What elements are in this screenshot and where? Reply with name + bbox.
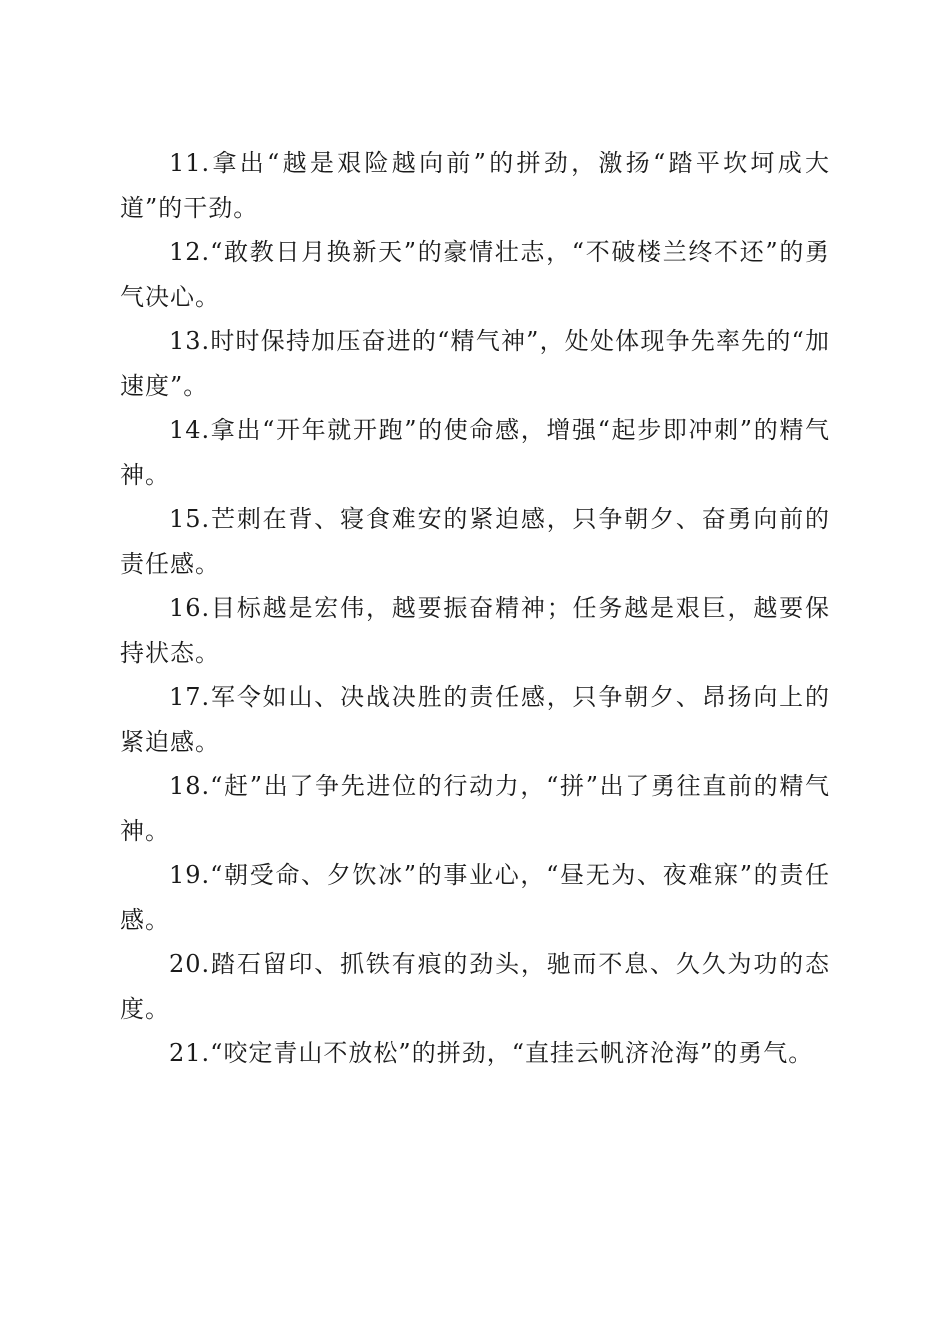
paragraph-20: 20.踏石留印、抓铁有痕的劲头，驰而不息、久久为功的态度。 <box>120 950 830 1023</box>
document-body <box>120 141 830 1076</box>
paragraph-12: 12.“敢教日月换新天”的豪情壮志，“不破楼兰终不还”的勇气决心。 <box>120 238 830 311</box>
paragraph-17: 17.军令如山、决战决胜的责任感，只争朝夕、昂扬向上的紧迫感。 <box>120 683 830 756</box>
paragraph-15: 15.芒刺在背、寝食难安的紧迫感，只争朝夕、奋勇向前的责任感。 <box>120 505 830 578</box>
paragraph-16: 16.目标越是宏伟，越要振奋精神；任务越是艰巨，越要保持状态。 <box>120 594 830 667</box>
paragraph-18: 18.“赶”出了争先进位的行动力，“拼”出了勇往直前的精气神。 <box>120 772 830 845</box>
paragraph-11: 11.拿出“越是艰险越向前”的拼劲，激扬“踏平坎坷成大道”的干劲。 <box>120 149 830 222</box>
paragraph-19: 19.“朝受命、夕饮冰”的事业心，“昼无为、夜难寐”的责任感。 <box>120 861 830 934</box>
paragraph-21: 21.“咬定青山不放松”的拼劲，“直挂云帆济沧海”的勇气。 <box>169 1039 814 1067</box>
paragraph-14: 14.拿出“开年就开跑”的使命感，增强“起步即冲刺”的精气神。 <box>120 416 830 489</box>
paragraph-13: 13.时时保持加压奋进的“精气神”，处处体现争先率先的“加速度”。 <box>120 327 830 400</box>
